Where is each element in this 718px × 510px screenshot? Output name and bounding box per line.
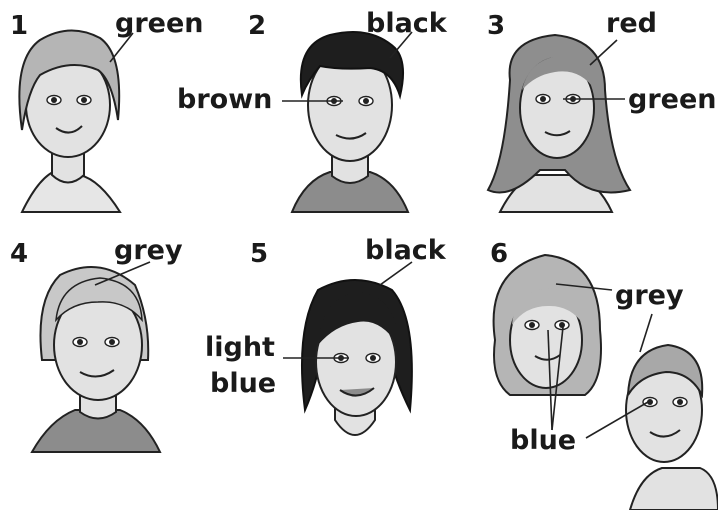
- label-eyes-5-line1: light: [205, 332, 275, 363]
- face-3: [488, 35, 630, 212]
- label-hair-3: red: [606, 8, 657, 39]
- panel-number-3: 3: [487, 11, 506, 41]
- label-eyes-6: blue: [510, 425, 577, 456]
- face-6-man: [626, 345, 718, 510]
- panel-number-5: 5: [250, 239, 269, 269]
- panel-number-2: 2: [248, 11, 267, 41]
- label-hair-5: black: [365, 235, 446, 266]
- label-hair-2: black: [366, 8, 447, 39]
- label-eyes-3: green: [628, 84, 717, 115]
- label-hair-1: green: [115, 8, 204, 39]
- label-eyes-5-line2: blue: [210, 368, 277, 399]
- face-6-woman: [494, 255, 601, 395]
- face-4: [32, 267, 160, 452]
- label-hair-4: grey: [114, 235, 183, 266]
- panel-number-6: 6: [490, 239, 509, 269]
- label-hair-6: grey: [615, 280, 684, 311]
- face-2: [292, 32, 408, 212]
- panel-number-1: 1: [10, 11, 29, 41]
- panel-number-4: 4: [10, 239, 29, 269]
- label-eyes-2: brown: [177, 84, 273, 115]
- face-1: [19, 30, 120, 212]
